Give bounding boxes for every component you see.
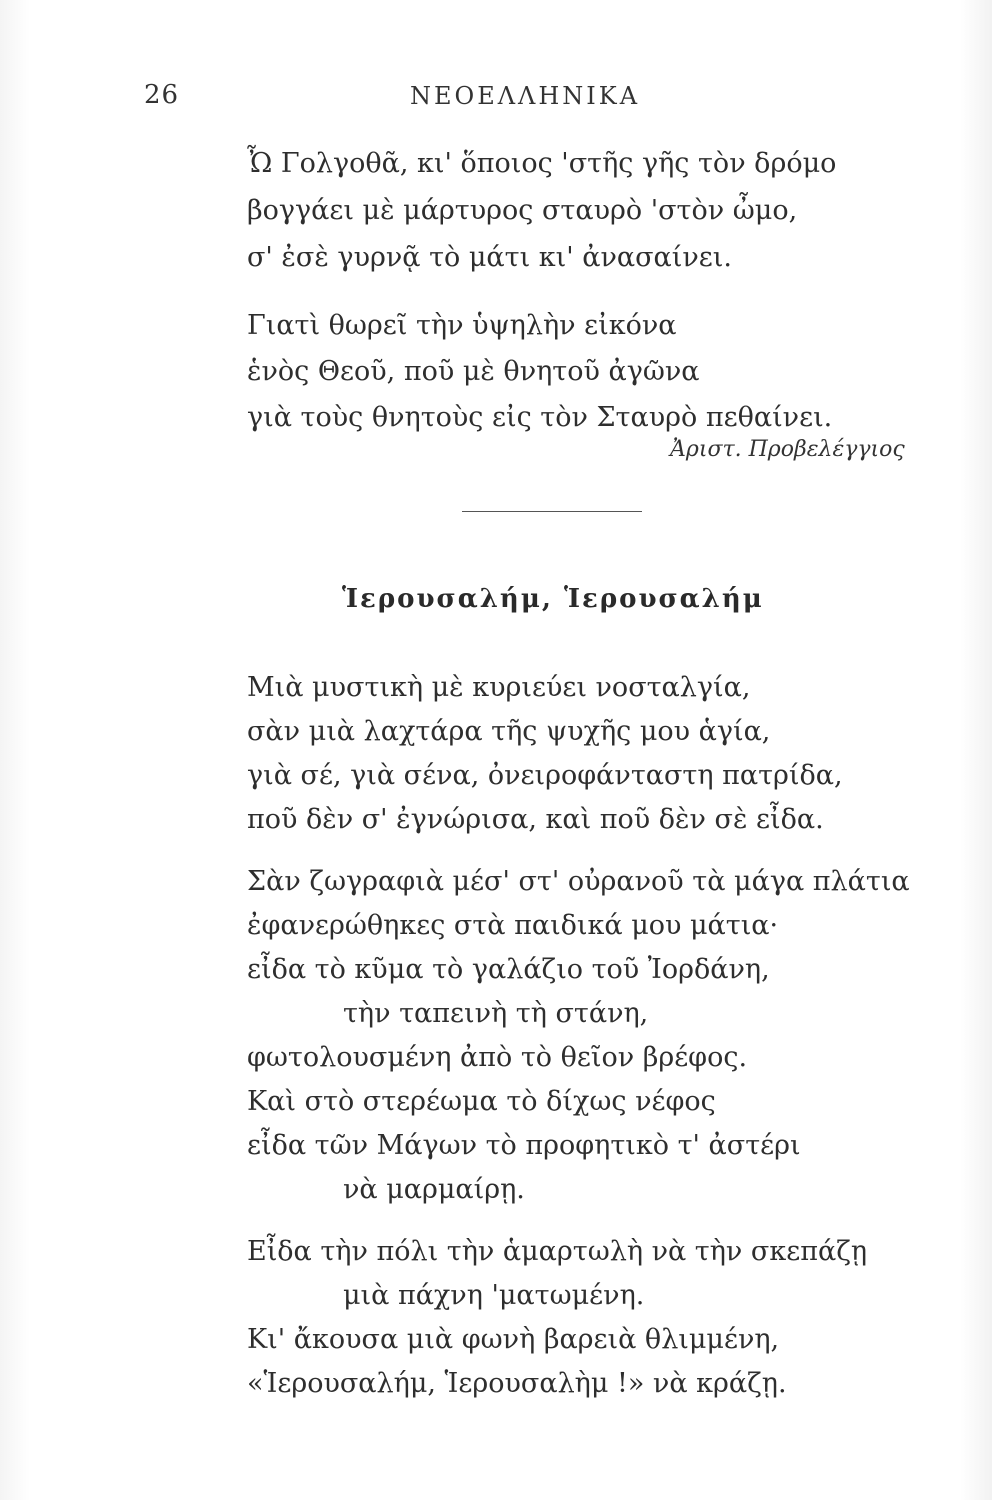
epigraph-attribution: Ἀριστ. Προβελέγγιος [670,437,905,462]
verse-line: ἑνὸς Θεοῦ, ποῦ μὲ θνητοῦ ἀγῶνα [247,356,700,387]
verse-line: ἐφανερώθηκες στὰ παιδικά μου μάτια· [247,910,779,941]
page-number: 26 [144,80,180,110]
verse-line: Γιατὶ θωρεῖ τὴν ὑψηλὴν εἰκόνα [247,310,677,341]
verse-line: Εἶδα τὴν πόλι τὴν ἁμαρτωλὴ νὰ τὴν σκεπάζῃ [247,1236,867,1267]
verse-line: μιὰ πάχνη 'ματωμένη. [343,1280,645,1311]
page-header [0,80,992,120]
verse-line: βογγάει μὲ μάρτυρος σταυρὸ 'στὸν ὦμο, [247,195,798,226]
verse-line: εἶδα τῶν Μάγων τὸ προφητικὸ τ' ἀστέρι [247,1130,801,1161]
verse-line: Ὦ Γολγοθᾶ, κι' ὅποιος 'στῆς γῆς τὸν δρόμο [247,148,837,179]
running-title: ΝΕΟΕΛΛΗΝΙΚΑ [410,82,641,110]
poem-title: Ἱερουσαλήμ, Ἱερουσαλήμ [342,584,764,614]
verse-line: ποῦ δὲν σ' ἐγνώρισα, καὶ ποῦ δὲν σὲ εἶδα. [247,804,824,835]
verse-line: γιὰ σέ, γιὰ σένα, ὀνειροφάνταστη πατρίδα, [247,760,843,791]
verse-line: σ' ἐσὲ γυρνᾷ τὸ μάτι κι' ἀνασαίνει. [247,242,732,273]
verse-line: σὰν μιὰ λαχτάρα τῆς ψυχῆς μου ἁγία, [247,716,771,747]
verse-line: Κι' ἄκουσα μιὰ φωνὴ βαρειὰ θλιμμένη, [247,1324,780,1355]
section-divider [462,511,642,512]
verse-line: εἶδα τὸ κῦμα τὸ γαλάζιο τοῦ Ἰορδάνη, [247,954,770,985]
verse-line: νὰ μαρμαίρῃ. [343,1174,525,1205]
verse-line: Μιὰ μυστικὴ μὲ κυριεύει νοσταλγία, [247,672,751,703]
verse-line: Καὶ στὸ στερέωμα τὸ δίχως νέφος [247,1086,716,1117]
verse-line: γιὰ τοὺς θνητοὺς εἰς τὸν Σταυρὸ πεθαίνει. [247,402,833,433]
verse-line: «Ἱερουσαλήμ, Ἱερουσαλὴμ !» νὰ κράζῃ. [247,1368,787,1399]
verse-line: φωτολουσμένη ἀπὸ τὸ θεῖον βρέφος. [247,1042,748,1073]
verse-line: Σὰν ζωγραφιὰ μέσ' στ' οὐρανοῦ τὰ μάγα πλάτια [247,866,910,897]
verse-line: τὴν ταπεινὴ τὴ στάνη, [343,998,649,1029]
